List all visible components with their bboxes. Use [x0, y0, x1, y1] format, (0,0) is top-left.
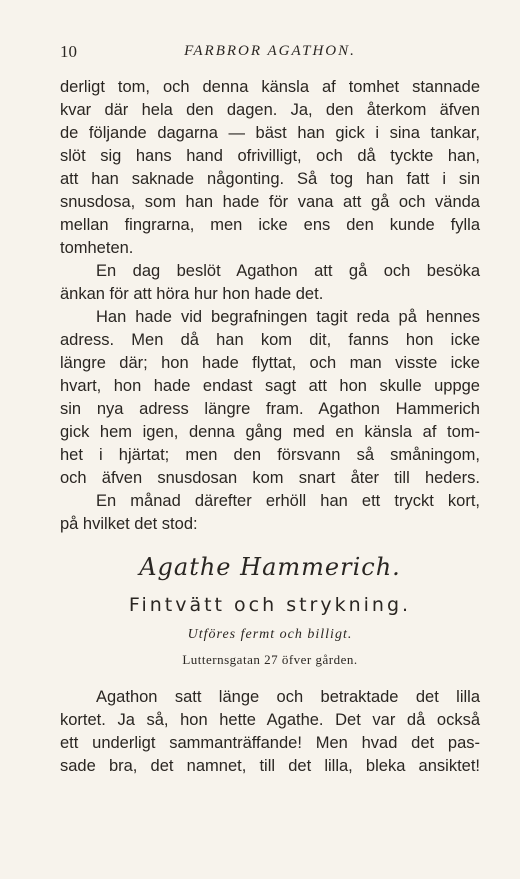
text-line: kvar där hela den dagen. Ja, den återkom äfven: [60, 101, 480, 119]
text-line: gick hem igen, denna gång med en känsla af tom-: [60, 423, 480, 441]
text-line: Agathon satt länge och betraktade det lilla: [96, 688, 480, 706]
text-line: och äfven snusdosan kom snart åter till heders.: [60, 469, 480, 487]
text-line: het i hjärtat; men den försvann så småningom,: [60, 446, 480, 464]
text-line: sin nya adress längre fram. Agathon Hammerich: [60, 400, 480, 418]
text-line: änkan för att höra hur hon hade det.: [60, 285, 324, 303]
card-service: Fintvätt och strykning.: [128, 594, 412, 616]
text-line: derligt tom, och denna känsla af tomhet stannade: [60, 78, 480, 96]
text-line: på hvilket det stod:: [60, 515, 198, 533]
text-line: En dag beslöt Agathon att gå och besöka: [96, 262, 480, 280]
text-line: adress. Men då han kom dit, fanns hon icke: [60, 331, 480, 349]
text-line: slöt sig hans hand ofrivilligt, och då tyckte han,: [60, 147, 480, 165]
card-name: Agathe Hammerich.: [139, 553, 401, 581]
text-line: mellan fingrarna, men icke ens den kunde fylla: [60, 216, 480, 234]
body-text: [60, 76, 480, 536]
page-header: [60, 42, 480, 66]
text-line: En månad därefter erhöll han ett tryckt kort,: [96, 492, 480, 510]
text-line: att han saknade någonting. Så tog han fatt i sin: [60, 170, 480, 188]
text-line: de följande dagarna — bäst han gick i sina tankar,: [60, 124, 480, 142]
text-line: sade bra, det namnet, till det lilla, bleka ansiktet!: [60, 757, 480, 775]
text-line: längre där; hon hade flyttat, och man visste icke: [60, 354, 480, 372]
page-number: 10: [60, 42, 77, 61]
running-head: FARBROR AGATHON.: [184, 43, 356, 59]
text-line: ett underligt sammanträffande! Men hvad det pas-: [60, 734, 480, 752]
body-text-continued: [60, 686, 480, 778]
card-address: Lutternsgatan 27 öfver gården.: [182, 652, 358, 667]
printed-card: [60, 548, 480, 670]
card-tagline: Utföres fermt och billigt.: [187, 627, 353, 642]
text-line: snusdosa, som han hade för vana att gå och vända: [60, 193, 480, 211]
text-line: tomheten.: [60, 239, 134, 257]
text-line: kortet. Ja så, hon hette Agathe. Det var då också: [60, 711, 480, 729]
text-line: Han hade vid begrafningen tagit reda på hennes: [96, 308, 480, 326]
text-line: hvart, hon hade endast sagt att hon skulle uppge: [60, 377, 480, 395]
